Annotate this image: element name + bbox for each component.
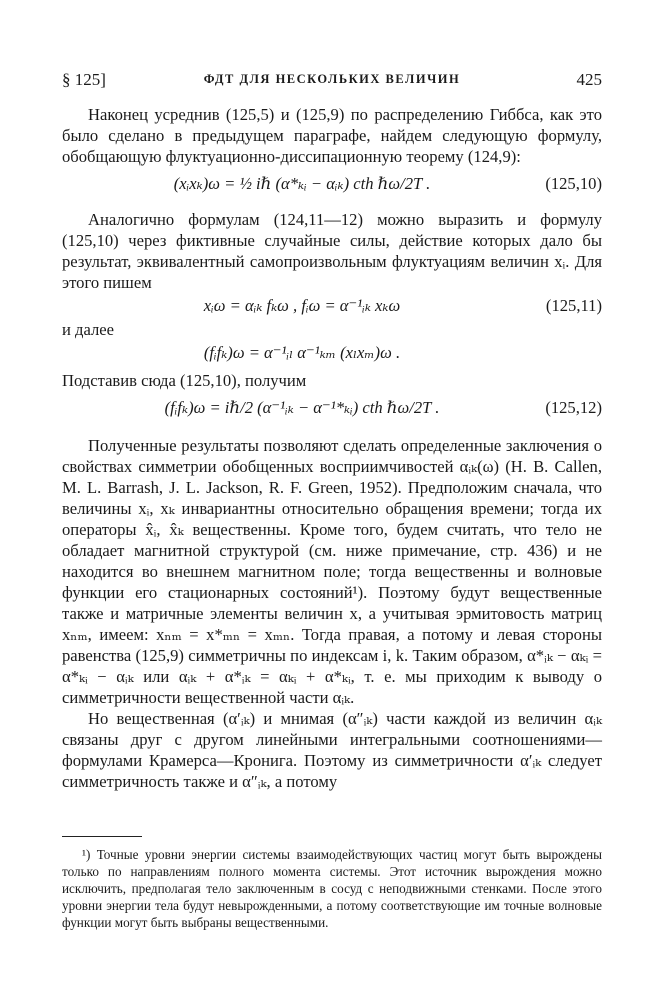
paragraph: Но вещественная (α′ᵢₖ) и мнимая (α″ᵢₖ) части каждой из величин αᵢₖ связаны друг с другом линейными интегральными соотношениями—формулами Крамерса—Кронига. Поэтому из симметричности α′ᵢₖ следует симметричность также и α″ᵢₖ, а потому	[62, 709, 602, 791]
paragraph: и далее	[62, 320, 114, 339]
page-number: 425	[576, 70, 602, 89]
equation-125-12	[62, 391, 602, 425]
paragraph: Полученные результаты позволяют сделать определенные заключения о свойствах симметрии обобщенных восприимчивостей αᵢₖ(ω) (H. B. Callen, M. L. Barrash, J. L. Jackson, R. F. Green, 1952). Предположим сначала, что величины xᵢ, xₖ инвариантны относительно обращения времени; тогда их операторы x̂ᵢ, x̂ₖ вещественны. Кроме того, будем считать, что тело не обладает магнитной структурой (см. ниже примечание, стр. 436) и не находится во внешнем магнитном поле; тогда вещественны и волновые функции его стационарных состояний¹). Поэтому будут вещественные также и матричные элементы величин x, а учитывая эрмитовость матриц xₙₘ, имеем: xₙₘ = x*ₘₙ = xₘₙ. Тогда правая, а потому и левая стороны равенства (125,9) симметричны по индексам i, k. Таким образом, α*ᵢₖ − αₖᵢ = α*ₖᵢ − αᵢₖ или αᵢₖ + α*ᵢₖ = αₖᵢ + α*ₖᵢ, т. е. мы приходим к выводу о симметричности вещественной части αᵢₖ.	[62, 436, 602, 707]
footnote-rule	[62, 836, 142, 837]
equation-number: (125,11)	[545, 296, 602, 315]
paragraph: Аналогично формулам (124,11—12) можно выразить и формулу (125,10) через фиктивные случайные силы, действие которых дало бы результат, эквивалентный самопроизвольным флуктуациям величин xᵢ. Для этого пишем	[62, 210, 602, 292]
equation-unnumbered	[62, 340, 602, 366]
equation-expression: (fᵢfₖ)ω = α⁻¹ᵢₗ α⁻¹ₖₘ (xₗxₘ)ω .	[203, 343, 401, 362]
equation-number: (125,12)	[545, 398, 602, 417]
equation-number: (125,10)	[545, 174, 602, 193]
main-text	[62, 104, 602, 792]
paragraph: Подставив сюда (125,10), получим	[62, 371, 307, 390]
section-marker: § 125]	[62, 70, 106, 89]
paragraph: Наконец усреднив (125,5) и (125,9) по распределению Гиббса, как это было сделано в предыдущем параграфе, найдем следующую формулу, обобщающую флуктуационно-диссипационную теорему (124,9):	[62, 105, 602, 166]
footnote: ¹) Точные уровни энергии системы взаимодействующих частиц могут быть вырождены только по направлениям полного момента системы. Этот источник вырождения можно исключить, предполагая тело заключенным в сосуд с неподвижными стенками. После этого уровни энергии тела будут невырожденными, а потому соответствующие им точные волновые функции могут быть выбраны вещественными.	[62, 847, 602, 930]
equation-expression: (fᵢfₖ)ω = iℏ/2 (α⁻¹ᵢₖ − α⁻¹*ₖᵢ) cth ℏω/2T .	[164, 398, 440, 417]
equation-expression: xᵢω = αᵢₖ fₖω , fᵢω = α⁻¹ᵢₖ xₖω	[203, 296, 401, 315]
equation-expression: (xᵢxₖ)ω = ½ iℏ (α*ₖᵢ − αᵢₖ) cth ℏω/2T .	[173, 174, 431, 193]
page-header	[62, 70, 602, 94]
equation-125-11	[62, 293, 602, 319]
equation-125-10	[62, 167, 602, 201]
running-title: ФДТ ДЛЯ НЕСКОЛЬКИХ ВЕЛИЧИН	[203, 72, 461, 86]
